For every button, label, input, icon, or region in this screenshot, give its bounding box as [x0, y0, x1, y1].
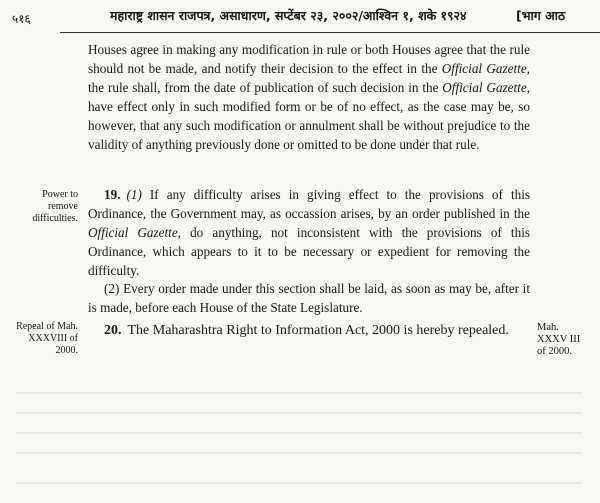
gazette-ref: Official Gazette,	[88, 225, 181, 240]
section-19-subsection-1	[88, 185, 530, 280]
margin-note-power-to-remove-difficulties: Power to remove difficulties.	[32, 189, 78, 224]
gazette-ref: Official Gazette	[442, 80, 527, 95]
header-rule	[60, 32, 600, 33]
page-number: ५१६	[12, 12, 31, 26]
section-number: 19.	[104, 187, 121, 202]
show-through-line	[16, 392, 582, 394]
gazette-ref: Official Gazette,	[441, 61, 530, 76]
show-through-line	[16, 432, 582, 434]
section-number: 20.	[104, 323, 122, 338]
subsection-number: (1)	[126, 187, 142, 202]
show-through-line	[16, 482, 582, 484]
text: If any difficulty arises in giving effect to the provisions of this Ordinance, the Government may, as occassion arises, by an order published in the	[88, 187, 530, 221]
text: the rule shall, from the date of publication of such decision in the	[88, 80, 443, 95]
text: Houses agree in making any modification in rule or both Houses agree that the rule should not be made, and notify their decision to the effect in the	[88, 42, 530, 76]
margin-note-repeal: Repeal of Mah. XXXVIII of 2000.	[16, 321, 78, 356]
section-19-subsection-2: (2) Every order made under this section shall be laid, as soon as may be, after it is made, before each House of the State Legislature.	[88, 281, 530, 315]
text: do anything, not inconsistent with the provisions of this Ordinance, which appears to it to be necessary or expedient for removing the difficulty.	[88, 225, 530, 278]
text: , have effect only in such modified form or be of no effect, as the case may be, so however, that any such modification or annulment shall be without prejudice to the validity of anything previously done or omitted to be done under that rule.	[88, 80, 530, 152]
show-through-line	[16, 452, 582, 454]
gazette-header-title: महाराष्ट्र शासन राजपत्र, असाधारण, सप्टेंबर २३, २००२/आश्विन १, शके १९२४	[110, 8, 467, 23]
show-through-line	[16, 412, 582, 414]
gazette-part-label: [भाग आठ	[516, 8, 566, 23]
margin-note-act-reference: Mah. XXXV III of 2000.	[537, 322, 581, 357]
section-20-paragraph	[88, 321, 530, 341]
rule-modification-paragraph	[88, 40, 530, 154]
text: The Maharashtra Right to Information Act, 2000 is hereby repealed.	[127, 323, 509, 338]
